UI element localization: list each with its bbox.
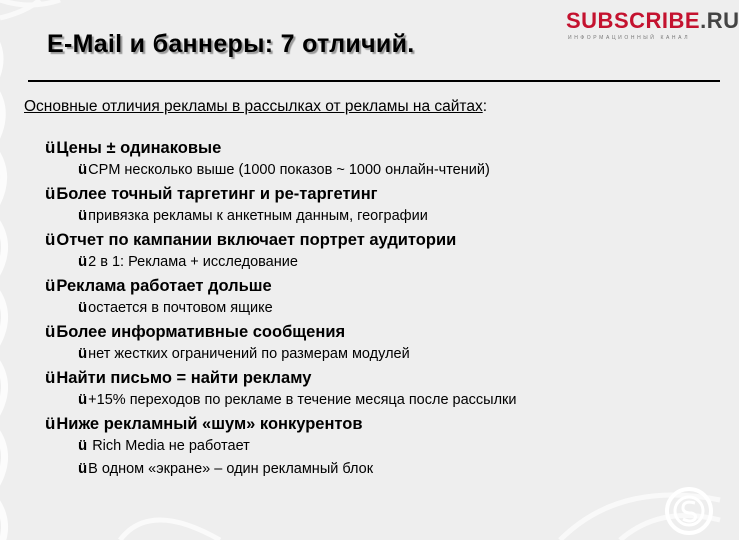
- checkmark-icon: ü: [78, 460, 88, 477]
- bullet-sub-text: привязка рекламы к анкетным данным, географии: [88, 208, 428, 224]
- checkmark-icon: ü: [78, 207, 88, 224]
- checkmark-icon: ü: [45, 322, 56, 341]
- bullet-sub: [45, 299, 715, 322]
- bullet-main: [45, 138, 715, 161]
- bullet-sub: [45, 437, 715, 460]
- bullet-main: [45, 368, 715, 391]
- bullet-sub-text: остается в почтовом ящике: [88, 300, 273, 316]
- checkmark-icon: ü: [45, 184, 56, 203]
- bullet-main: [45, 184, 715, 207]
- checkmark-icon: ü: [78, 161, 88, 178]
- bullet-sub-text: Rich Media не работает: [88, 438, 250, 454]
- bullet-item: [45, 368, 715, 414]
- brand-logo: [566, 8, 739, 48]
- bullet-main: [45, 230, 715, 253]
- bullet-main-text: Ниже рекламный «шум» конкурентов: [56, 415, 363, 433]
- checkmark-icon: ü: [78, 437, 88, 454]
- checkmark-icon: ü: [78, 299, 88, 316]
- bullet-sub: [45, 391, 715, 414]
- checkmark-icon: ü: [78, 345, 88, 362]
- brand-tagline: ИНФОРМАЦИОННЫЙ КАНАЛ: [568, 35, 691, 41]
- bullet-main: [45, 414, 715, 437]
- bullet-main: [45, 322, 715, 345]
- bullet-item: [45, 322, 715, 368]
- bullet-main-text: Более точный таргетинг и ре-таргетинг: [56, 185, 378, 203]
- checkmark-icon: ü: [45, 276, 56, 295]
- bullet-sub: [45, 253, 715, 276]
- bullet-item: [45, 184, 715, 230]
- bullet-item: [45, 414, 715, 483]
- bullet-sub: [45, 161, 715, 184]
- bullet-sub-text: нет жестких ограничений по размерам модулей: [88, 346, 410, 362]
- bullet-main-text: Цены ± одинаковые: [56, 139, 222, 157]
- bullet-main-text: Отчет по кампании включает портрет аудитории: [56, 231, 457, 249]
- bullet-item: [45, 276, 715, 322]
- subtitle-suffix: :: [482, 98, 488, 115]
- bullet-sub-text: 2 в 1: Реклама + исследование: [88, 254, 298, 270]
- bullet-list: [45, 138, 715, 483]
- bullet-sub: [45, 207, 715, 230]
- seal-logo-icon: [664, 486, 714, 536]
- bullet-main-text: Реклама работает дольше: [56, 277, 272, 295]
- bullet-sub: [45, 460, 715, 483]
- subtitle-text: Основные отличия рекламы в рассылках от рекламы на сайтах: [24, 98, 483, 115]
- title-divider: [28, 80, 720, 82]
- checkmark-icon: ü: [45, 230, 56, 249]
- bullet-sub-text: В одном «экране» – один рекламный блок: [88, 461, 374, 477]
- checkmark-icon: ü: [45, 414, 56, 433]
- bullet-sub-text: CPM несколько выше (1000 показов ~ 1000 онлайн-чтений): [88, 162, 490, 178]
- bullet-item: [45, 138, 715, 184]
- brand-name: SUBSCRIBE.RU: [566, 8, 739, 33]
- bullet-sub: [45, 345, 715, 368]
- checkmark-icon: ü: [45, 368, 56, 387]
- bullet-item: [45, 230, 715, 276]
- checkmark-icon: ü: [45, 138, 56, 157]
- checkmark-icon: ü: [78, 253, 88, 270]
- slide-title: E-Mail и баннеры: 7 отличий.: [47, 30, 415, 58]
- bullet-main-text: Найти письмо = найти рекламу: [56, 369, 312, 387]
- slide-subtitle: [24, 98, 487, 116]
- bullet-main-text: Более информативные сообщения: [56, 323, 346, 341]
- bullet-main: [45, 276, 715, 299]
- checkmark-icon: ü: [78, 391, 88, 408]
- bullet-sub-text: +15% переходов по рекламе в течение месяца после рассылки: [88, 392, 517, 408]
